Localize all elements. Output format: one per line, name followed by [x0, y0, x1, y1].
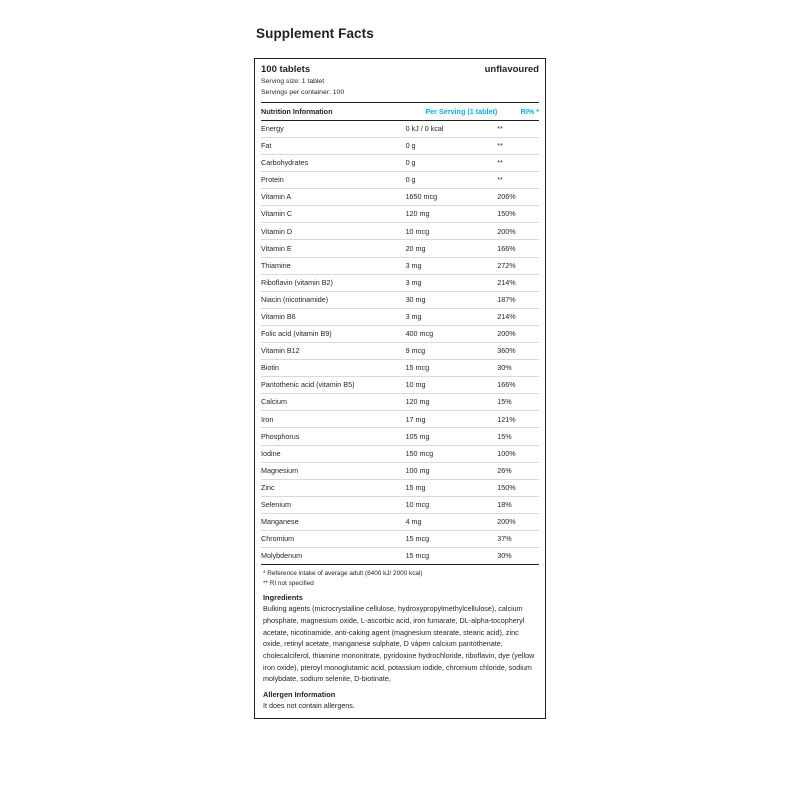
- table-row: [261, 240, 539, 257]
- row-ri: 26%: [497, 462, 539, 479]
- table-row: [261, 377, 539, 394]
- row-amount: 15 mcg: [406, 531, 498, 548]
- row-name: Phosphorus: [261, 428, 406, 445]
- row-ri: 15%: [497, 394, 539, 411]
- row-amount: 0 g: [406, 154, 498, 171]
- row-ri: 166%: [497, 240, 539, 257]
- table-row: [261, 462, 539, 479]
- table-row: [261, 189, 539, 206]
- row-name: Calcium: [261, 394, 406, 411]
- row-ri: 100%: [497, 445, 539, 462]
- table-row: [261, 308, 539, 325]
- footnote-ri-not-specified: ** RI not specified: [263, 579, 314, 587]
- row-ri: **: [497, 154, 539, 171]
- product-amount: 100 tablets: [261, 64, 311, 75]
- table-row: [261, 206, 539, 223]
- page-title: Supplement Facts: [256, 26, 374, 41]
- row-ri: 166%: [497, 377, 539, 394]
- row-ri: 150%: [497, 479, 539, 496]
- row-ri: 200%: [497, 325, 539, 342]
- nutrition-table-body: [261, 103, 539, 565]
- row-name: Fat: [261, 137, 406, 154]
- table-row: [261, 120, 539, 137]
- table-row: [261, 360, 539, 377]
- table-row: [261, 172, 539, 189]
- row-amount: 105 mg: [406, 428, 498, 445]
- row-name: Vitamin C: [261, 206, 406, 223]
- footnotes: [261, 569, 539, 588]
- row-amount: 10 mcg: [406, 496, 498, 513]
- row-name: Vitamin E: [261, 240, 406, 257]
- row-ri: 272%: [497, 257, 539, 274]
- supplement-facts-panel: [254, 58, 546, 719]
- row-ri: 206%: [497, 189, 539, 206]
- row-amount: 100 mg: [406, 462, 498, 479]
- allergen-text: It does not contain allergens.: [263, 701, 355, 711]
- row-name: Selenium: [261, 496, 406, 513]
- row-amount: 15 mcg: [406, 548, 498, 565]
- row-name: Magnesium: [261, 462, 406, 479]
- row-amount: 150 mcg: [406, 445, 498, 462]
- table-row: [261, 394, 539, 411]
- table-row: [261, 479, 539, 496]
- row-ri: 18%: [497, 496, 539, 513]
- row-ri: 214%: [497, 274, 539, 291]
- row-ri: 200%: [497, 513, 539, 530]
- row-amount: 9 mcg: [406, 343, 498, 360]
- row-ri: 187%: [497, 291, 539, 308]
- table-row: [261, 445, 539, 462]
- row-amount: 0 g: [406, 172, 498, 189]
- row-name: Folic acid (vitamin B9): [261, 325, 406, 342]
- table-row: [261, 548, 539, 565]
- row-amount: 15 mcg: [406, 360, 498, 377]
- serving-size: Serving size: 1 tablet: [261, 78, 325, 85]
- table-row: [261, 257, 539, 274]
- row-name: Thiamine: [261, 257, 406, 274]
- row-name: Iron: [261, 411, 406, 428]
- row-amount: 17 mg: [406, 411, 498, 428]
- row-amount: 120 mg: [406, 206, 498, 223]
- row-name: Zinc: [261, 479, 406, 496]
- table-row: [261, 513, 539, 530]
- table-row: [261, 274, 539, 291]
- table-row: [261, 291, 539, 308]
- footnote-ri-reference: * Reference intake of average adult (8400 kJ/ 2000 kcal): [263, 570, 423, 578]
- row-amount: 3 mg: [406, 257, 498, 274]
- row-amount: 120 mg: [406, 394, 498, 411]
- table-row: [261, 137, 539, 154]
- table-row: [261, 428, 539, 445]
- row-name: Vitamin D: [261, 223, 406, 240]
- servings-per-container: Servings per container: 100: [261, 88, 345, 96]
- row-amount: 1650 mcg: [406, 189, 498, 206]
- allergen-heading: Allergen Information: [263, 690, 336, 700]
- row-ri: 214%: [497, 308, 539, 325]
- table-row: [261, 496, 539, 513]
- table-header-row: [261, 103, 539, 121]
- row-ri: 360%: [497, 343, 539, 360]
- row-ri: 15%: [497, 428, 539, 445]
- row-amount: 10 mg: [406, 377, 498, 394]
- row-amount: 20 mg: [406, 240, 498, 257]
- row-name: Iodine: [261, 445, 406, 462]
- row-amount: 0 kJ / 0 kcal: [405, 123, 444, 133]
- row-name: Vitamin B12: [261, 343, 406, 360]
- row-name: Carbohydrates: [261, 154, 406, 171]
- row-ri: **: [497, 172, 539, 189]
- row-name: Chromium: [261, 531, 406, 548]
- row-amount: 3 mg: [406, 274, 498, 291]
- table-row: [261, 223, 539, 240]
- row-name: Vitamin B6: [261, 308, 406, 325]
- row-name: Protein: [261, 172, 406, 189]
- row-ri: 37%: [497, 531, 539, 548]
- row-ri: **: [497, 137, 539, 154]
- row-ri: **: [497, 123, 503, 133]
- row-name: Biotin: [261, 360, 406, 377]
- table-row: [261, 154, 539, 171]
- row-amount: 30 mg: [406, 291, 498, 308]
- row-name: Energy: [261, 123, 284, 133]
- product-flavour: unflavoured: [484, 64, 539, 75]
- row-name: Pantothenic acid (vitamin B5): [261, 377, 406, 394]
- row-amount: 0 g: [406, 137, 498, 154]
- header-nutrient: Nutrition Information: [261, 103, 406, 121]
- row-ri: 150%: [497, 206, 539, 223]
- table-row: [261, 343, 539, 360]
- row-ri: 30%: [497, 360, 539, 377]
- header-ri: RI% *: [497, 103, 539, 121]
- row-amount: 3 mg: [406, 308, 498, 325]
- ingredients-text: Bulking agents (microcrystalline cellulose, hydroxypropylmethylcellulose), calcium phosphate, magnesium oxide, L-ascorbic acid, iron fumarate, DL-alpha-tocopheryl acetate, nicotinamide, anti-caking agent (magnesium stearate, stearic acid), zinc oxide, retinyl acetate, manganese sulphate, D vápen calcium pantothenate, cholecalciferol, thiamine mononitrate, pyridoxine hydrochloride, riboflavin, dye (yellow iron oxide), pteroyl monoglutamic acid, potassium iodide, chromium chloride, sodium molybdate, sodium selenite, D-biotinate,: [263, 604, 535, 684]
- row-amount: 400 mcg: [406, 325, 498, 342]
- row-amount: 4 mg: [406, 513, 498, 530]
- header-per-serving: Per Serving (1 tablet): [406, 103, 498, 121]
- row-amount: 15 mg: [406, 479, 498, 496]
- row-name: Molybdenum: [261, 548, 406, 565]
- row-ri: 30%: [497, 548, 539, 565]
- row-name: Riboflavin (vitamin B2): [261, 274, 406, 291]
- ingredients-heading: Ingredients: [263, 593, 303, 603]
- table-row: [261, 531, 539, 548]
- row-amount: 10 mcg: [406, 223, 498, 240]
- nutrition-table: [261, 102, 539, 565]
- row-name: Niacin (nicotinamide): [261, 291, 406, 308]
- row-name: Vitamin A: [261, 189, 406, 206]
- row-ri: 121%: [497, 411, 539, 428]
- table-row: [261, 325, 539, 342]
- panel-header: [261, 59, 539, 77]
- table-row: [261, 411, 539, 428]
- row-ri: 200%: [497, 223, 539, 240]
- row-name: Manganese: [261, 513, 406, 530]
